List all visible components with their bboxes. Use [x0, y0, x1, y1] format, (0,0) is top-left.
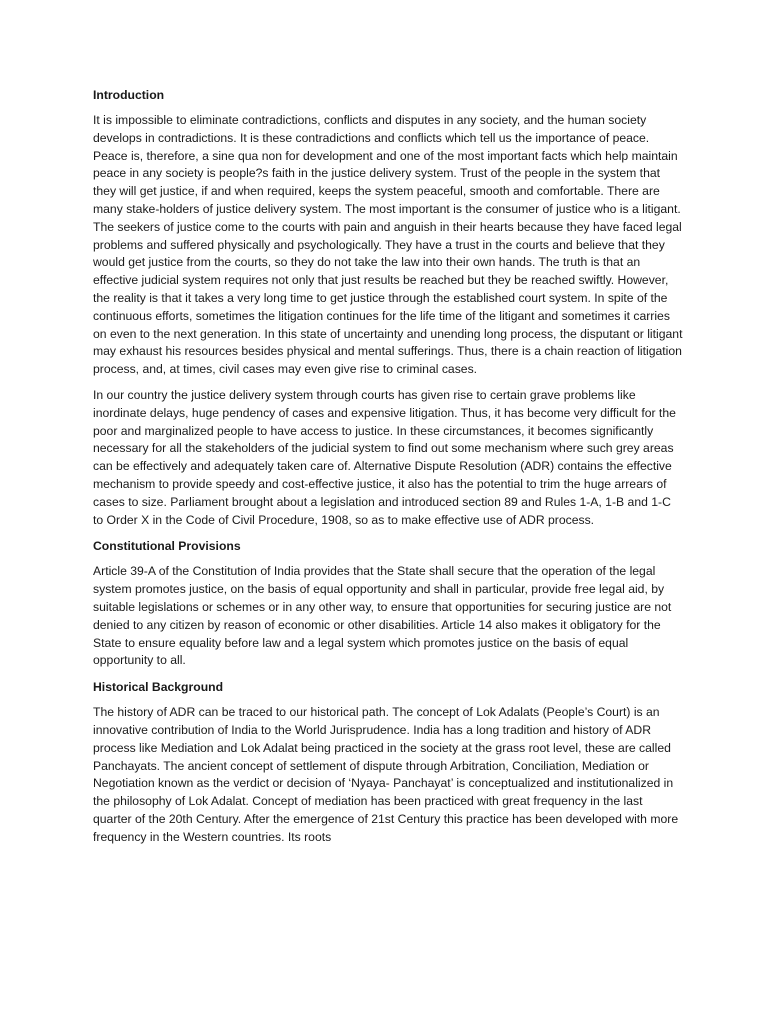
paragraph: Article 39-A of the Constitution of India provides that the State shall secure that the operation of the legal system promotes justice, on the basis of equal opportunity and shall in particular, provide free legal aid, by suitable legislations or schemes or in any other way, to ensure that opportunities for securing justice are not denied to any citizen by reason of economic or other disabilities. Article 14 also makes it obligatory for the State to ensure equality before law and a legal system which promotes justice on the basis of equal opportunity to all.	[93, 564, 672, 668]
paragraph: The history of ADR can be traced to our historical path. The concept of Lok Adalats (People’s Court) is an innovative contribution of India to the World Jurisprudence. India has a long tradition and history of ADR process like Mediation and Lok Adalat being practiced in the society at the grass root level, these are called Panchayats. The ancient concept of settlement of dispute through Arbitration, Conciliation, Mediation or Negotiation known as the verdict or decision of ‘Nyaya- Panchayat’ is conceptualized and institutionalized in the philosophy of Lok Adalat. Concept of mediation has been practiced with great frequency in the last quarter of the 20th Century. After the emergence of 21st Century this practice has been developed with more frequency in the Western countries. Its roots	[93, 705, 679, 844]
section-heading: Historical Background	[93, 680, 224, 695]
section-heading: Introduction	[93, 88, 165, 102]
section-heading: Constitutional Provisions	[93, 539, 241, 554]
section-introduction	[93, 86, 683, 529]
paragraph: It is impossible to eliminate contradictions, conflicts and disputes in any society, and the human society develops in contradictions. It is these contradictions and conflicts which tell us the importance of peace. Peace is, therefore, a sine qua non for development and one of the most important facts which help maintain peace in any society is people?s faith in the justice delivery system. Trust of the people in the system that they will get justice, if and when required, keeps the system peaceful, smooth and comfortable. There are many stake-holders of justice delivery system. The most important is the consumer of justice who is a litigant. The seekers of justice come to the courts with pain and anguish in their hearts because they have faced legal problems and suffered physically and psychologically. They have a trust in the courts and believe that they would get justice from the courts, so they do not take the law into their own hands. The truth is that an effective judicial system requires not only that just results be reached but they be reached swiftly. However, the reality is that it takes a very long time to get justice through the established court system. In spite of the continuous efforts, sometimes the litigation continues for the life time of the litigant and sometimes it carries on even to the next generation. In this state of uncertainty and unending long process, the disputant or litigant may exhaust his resources besides physical and mental sufferings. Thus, there is a chain reaction of litigation process, and, at times, civil cases may even give rise to criminal cases.	[93, 113, 683, 377]
section-historical-background	[93, 678, 683, 846]
paragraph: In our country the justice delivery system through courts has given rise to certain grave problems like inordinate delays, huge pendency of cases and expensive litigation. Thus, it has become very difficult for the poor and marginalized people to have access to justice. In these circumstances, it becomes significantly necessary for all the stakeholders of the judicial system to find out some mechanism where such grey areas can be effectively and adequately taken care of. Alternative Dispute Resolution (ADR) contains the effective mechanism to provide speedy and cost-effective justice, it also has the potential to trim the huge arrears of cases to size. Parliament brought about a legislation and introduced section 89 and Rules 1-A, 1-B and 1-C to Order X in the Code of Civil Procedure, 1908, so as to make effective use of ADR process.	[93, 387, 676, 527]
document-page	[93, 86, 683, 854]
section-constitutional-provisions	[93, 537, 683, 670]
